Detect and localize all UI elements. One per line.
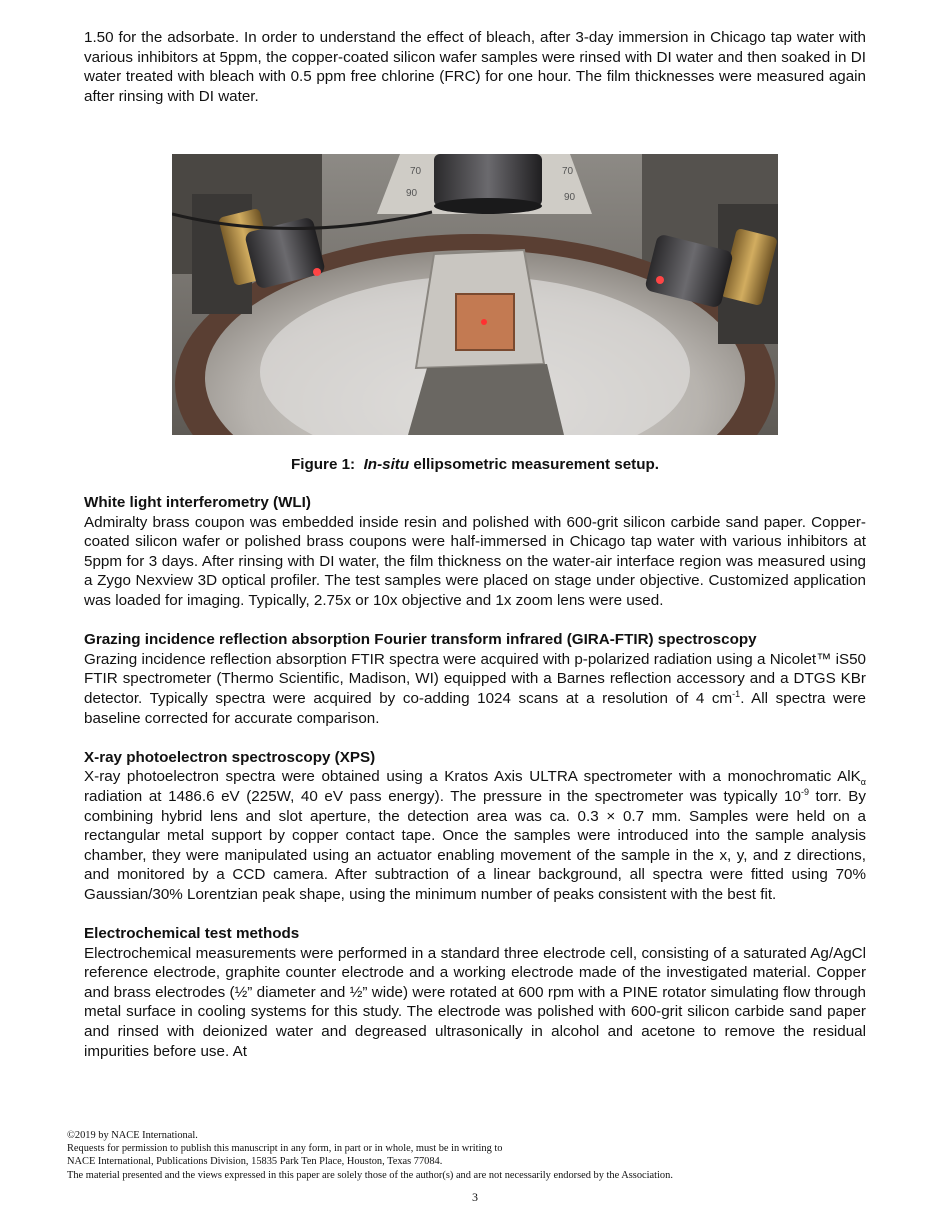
dial-mark-70-left: 70	[410, 166, 422, 177]
section-xps	[84, 748, 866, 905]
superscript: -1	[732, 688, 741, 699]
footer-line: Requests for permission to publish this manuscript in any form, in part or in whole, must be in writing to	[67, 1143, 503, 1155]
footer-line: ©2019 by NACE International.	[67, 1130, 198, 1141]
section-gira-ftir	[84, 630, 866, 728]
dial-mark-70-right: 70	[562, 166, 574, 177]
dial-mark-90-right: 90	[564, 192, 576, 203]
copyright-footer	[67, 1129, 887, 1182]
section-body-text: X-ray photoelectron spectra were obtained using a Kratos Axis ULTRA spectrometer with a monochromatic AlK	[84, 768, 861, 786]
section-body: Electrochemical measurements were performed in a standard three electrode cell, consisting of a saturated Ag/AgCl reference electrode, graphite counter electrode and a working electrode made of the investigated material. Copper and brass electrodes (½” diameter and ½” wide) were rotated at 600 rpm with a PINE rotator simulating flow through metal surface in cooling systems for this study. The electrode was polished with 600-grit silicon carbide sand paper and rinsed with deionized water and degreased ultrasonically in alcohol and acetone to remove the residual impurities before use. At	[84, 944, 866, 1060]
section-body	[84, 650, 866, 728]
dial-mark-90-left: 90	[406, 188, 418, 199]
section-body: Admiralty brass coupon was embedded inside resin and polished with 600-grit silicon carbide sand paper. Copper-coated silicon wafer or polished brass coupons were half-immersed in Chicago tap water with various inhibitors at 5ppm for 3 days. After rinsing with DI water, the film thickness on the water-air interface region was measured using a Zygo Nexview 3D optical profiler. The test samples were placed on stage under objective. Customized application was loaded for imaging. Typically, 2.75x or 10x objective and 1x zoom lens were used.	[84, 513, 866, 609]
section-heading: X-ray photoelectron spectroscopy (XPS)	[84, 748, 376, 766]
section-electrochemical	[84, 924, 866, 1061]
section-body	[84, 767, 866, 904]
subscript: α	[860, 777, 866, 788]
section-body-text: Grazing incidence reflection absorption FTIR spectra were acquired with p-polarized radiation using a Nicolet™ iS50 FTIR spectrometer (Thermo Scientific, Madison, WI) equipped with a Barnes reflection accessory and a DTGS KBr detector. Typically spectra were acquired by co-adding 1024 scans at a resolution of 4 cm	[84, 650, 866, 707]
section-body-text: radiation at 1486.6 eV (225W, 40 eV pass energy). The pressure in the spectrometer was typically 10	[84, 787, 801, 805]
figure-1-photo	[172, 154, 778, 435]
section-body-text: . All spectra were baseline corrected for accurate comparison.	[84, 689, 866, 727]
page-number: 3	[472, 1190, 478, 1204]
section-heading: White light interferometry (WLI)	[84, 494, 311, 511]
footer-line: The material presented and the views expressed in this paper are solely those of the author(s) and are not necessarily endorsed by the Association.	[67, 1169, 673, 1181]
intro-paragraph: 1.50 for the adsorbate. In order to understand the effect of bleach, after 3-day immersion in Chicago tap water with various inhibitors at 5ppm, the copper-coated silicon wafer samples were rinsed with DI water and then soaked in DI water treated with bleach with 0.5 ppm free chlorine (FRC) for one hour. The film thicknesses were measured again after rinsing with DI water.	[84, 29, 866, 105]
superscript: -9	[800, 786, 809, 797]
section-wli	[84, 493, 866, 611]
section-heading: Grazing incidence reflection absorption Fourier transform infrared (GIRA-FTIR) spectroscopy	[84, 631, 757, 649]
section-heading: Electrochemical test methods	[84, 925, 300, 943]
figure-label: Figure 1:	[290, 456, 356, 473]
figure-caption-text: ellipsometric measurement setup.	[413, 456, 659, 473]
figure-caption-italic: In-situ	[363, 456, 410, 473]
footer-line: NACE International, Publications Division, 15835 Park Ten Place, Houston, Texas 77084.	[67, 1156, 443, 1168]
figure-caption	[84, 455, 866, 475]
section-body-text: torr. By combining hybrid lens and slot aperture, the detection area was ca. 0.3 × 0.7 mm. Samples were held on a rectangular metal support by copper contact tape. Once the samples were introduced into the sample analysis chamber, they were manipulated using an actuator enabling movement of the sample in the x, y, and z directions, and monitored by a CCD camera. After subtraction of a linear background, all spectra were fitted using 70% Gaussian/30% Lorentzian peak shape, using the minimum number of peaks consistent with the best fit.	[84, 787, 866, 903]
